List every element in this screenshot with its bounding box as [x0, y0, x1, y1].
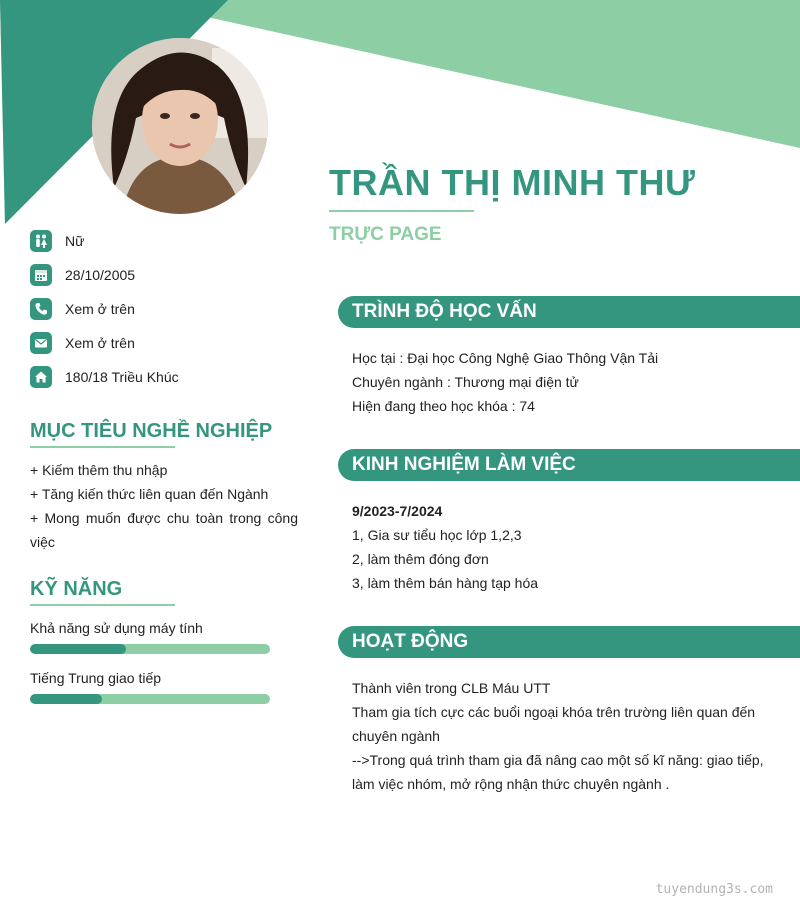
candidate-position: TRỰC PAGE: [329, 224, 442, 245]
education-header: [338, 296, 800, 328]
info-phone-text: Xem ở trên: [65, 301, 135, 317]
objective-item: + Mong muốn được chu toàn trong công việc: [30, 510, 298, 550]
skill-label: Tiếng Trung giao tiếp: [30, 670, 162, 686]
skill-label: Khả năng sử dụng máy tính: [30, 620, 203, 636]
watermark: tuyendung3s.com: [655, 882, 773, 897]
skill-bar: [30, 644, 270, 654]
objective-underline: [30, 446, 175, 448]
activities-body: [352, 676, 764, 796]
objective-heading: MỤC TIÊU NGHỀ NGHIỆP: [30, 420, 273, 442]
skill-item: [30, 620, 270, 654]
info-gender-text: Nữ: [65, 233, 85, 249]
home-icon: [30, 366, 52, 388]
skill-bar-fill: [30, 694, 102, 704]
candidate-name: TRẦN THỊ MINH THƯ: [329, 162, 696, 203]
education-line: Chuyên ngành : Thương mại điện tử: [352, 374, 579, 390]
skill-bar-fill: [30, 644, 126, 654]
personal-info: [30, 224, 179, 394]
experience-period: 9/2023-7/2024: [352, 503, 443, 519]
info-birthday: [30, 258, 179, 292]
gender-icon: [30, 230, 52, 252]
phone-icon: [30, 298, 52, 320]
info-email-text: Xem ở trên: [65, 335, 135, 351]
experience-line: 1, Gia sư tiểu học lớp 1,2,3: [352, 527, 522, 543]
activities-line: Thành viên trong CLB Máu UTT: [352, 680, 551, 696]
info-gender: [30, 224, 179, 258]
objective-item: + Kiếm thêm thu nhập: [30, 462, 168, 478]
skill-item: [30, 670, 270, 704]
experience-heading: KINH NGHIỆM LÀM VIỆC: [352, 454, 576, 475]
info-phone: [30, 292, 179, 326]
skills-underline: [30, 604, 175, 606]
activities-header: [338, 626, 800, 658]
activities-line: -->Trong quá trình tham gia đã nâng cao một số kĩ năng: giao tiếp, làm việc nhóm, mở rộng nhận thức chuyên ngành .: [352, 752, 764, 792]
experience-line: 2, làm thêm đóng đơn: [352, 551, 489, 567]
info-email: [30, 326, 179, 360]
skill-bar: [30, 694, 270, 704]
info-address-text: 180/18 Triều Khúc: [65, 369, 179, 385]
education-line: Hiện đang theo học khóa : 74: [352, 398, 535, 414]
education-heading: TRÌNH ĐỘ HỌC VẤN: [352, 301, 537, 322]
calendar-icon: [30, 264, 52, 286]
education-body: [352, 346, 772, 418]
name-underline: [329, 210, 474, 212]
experience-body: [352, 499, 772, 595]
info-address: [30, 360, 179, 394]
activities-heading: HOẠT ĐỘNG: [352, 631, 469, 652]
education-line: Học tại : Đại học Công Nghệ Giao Thông Vận Tải: [352, 350, 659, 366]
avatar: [92, 38, 268, 214]
skills-heading: KỸ NĂNG: [30, 578, 123, 600]
activities-line: Tham gia tích cực các buổi ngoại khóa trên trường liên quan đến chuyên ngành: [352, 704, 756, 744]
objective-item: + Tăng kiến thức liên quan đến Ngành: [30, 486, 269, 502]
info-birthday-text: 28/10/2005: [65, 267, 136, 283]
experience-line: 3, làm thêm bán hàng tạp hóa: [352, 575, 539, 591]
experience-header: [338, 449, 800, 481]
email-icon: [30, 332, 52, 354]
objective-list: [30, 458, 298, 554]
